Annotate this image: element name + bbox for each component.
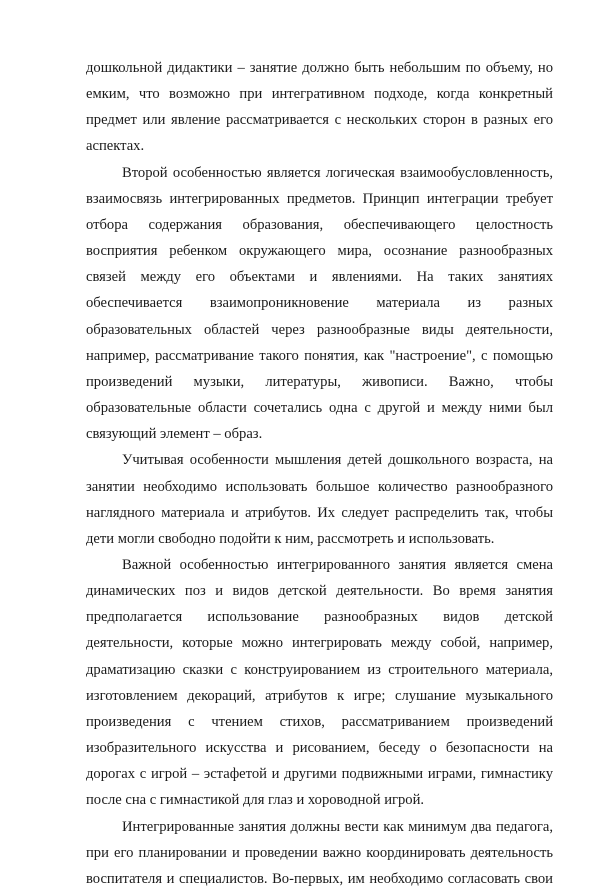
paragraph-3: Учитывая особенности мышления детей дошкольного возраста, на занятии необходимо использовать большое количество разнообразного наглядного материала и атрибутов. Их следует распределить так, чтобы дети могли свободно подойти к ним, рассмотреть и использовать. [86, 452, 553, 547]
paragraph-4: Важной особенностью интегрированного занятия является смена динамических поз и видов детской деятельности. Во время занятия предполагается использование разнообразных видов детской деятельности, которые можно интегрировать между собой, например, драматизацию сказки с конструированием из строительного материала, изготовлением декораций, атрибутов к игре; слушание музыкального произведения с чтением стихов, рассматриванием произведений изобразительного искусства и рисованием, беседу о безопасности на дорогах с игрой – эстафетой и другими подвижными играми, гимнастику после сна с гимнастикой для глаз и хороводной игрой. [86, 556, 553, 809]
body-text [86, 55, 553, 892]
paragraph-1: дошкольной дидактики – занятие должно быть небольшим по объему, но емким, что возможно при интегративном подходе, когда конкретный предмет или явление рассматривается с нескольких сторон в разных его аспектах. [86, 60, 553, 155]
paragraph-2: Второй особенностью является логическая взаимообусловленность, взаимосвязь интегрированных предметов. Принцип интеграции требует отбора содержания образования, обеспечивающего целостность восприятия ребенком окружающего мира, осознание разнообразных связей между его объектами и явлениями. На таких занятиях обеспечивается взаимопроникновение материала из разных образовательных областей через разнообразные виды деятельности, например, рассматривание такого понятия, как "настроение", с помощью произведений музыки, литературы, живописи. Важно, чтобы образовательные области сочетались одна с другой и между ними был связующий элемент – образ. [86, 164, 553, 443]
paragraph-5: Интегрированные занятия должны вести как минимум два педагога, при его планировании и проведении важно координировать деятельность воспитателя и специалистов. Во-первых, им необходимо согласовать свои [86, 818, 553, 887]
